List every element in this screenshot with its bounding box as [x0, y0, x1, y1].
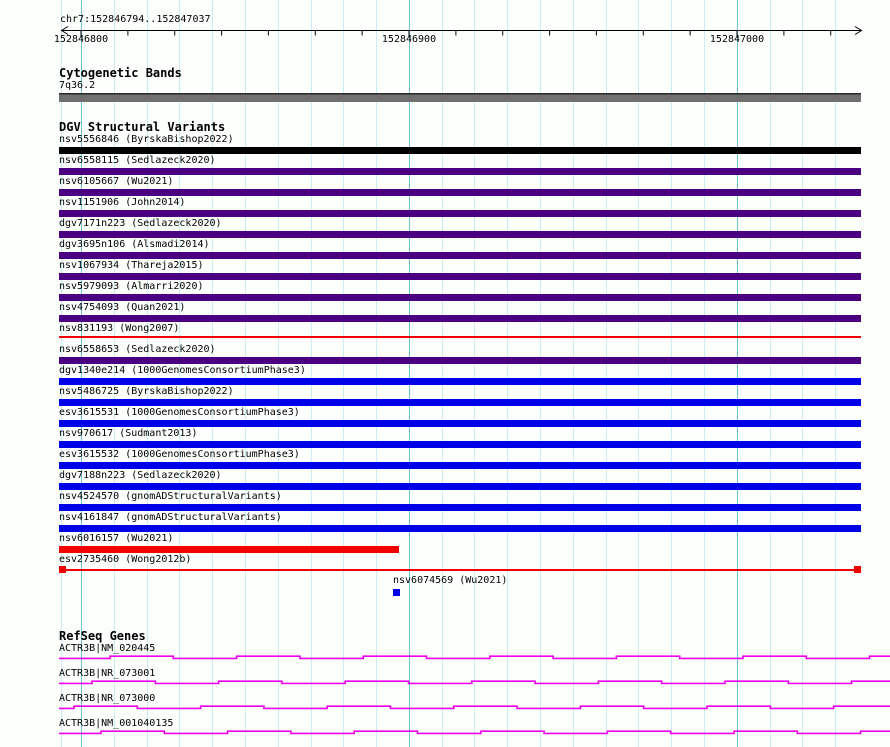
variant-bar[interactable]	[59, 294, 861, 301]
gene-transcript-path	[59, 656, 890, 658]
variant-point-box[interactable]	[393, 589, 400, 596]
gridline-minor	[474, 0, 475, 747]
variant-label[interactable]: nsv970617 (Sudmant2013)	[59, 428, 198, 439]
gene-label[interactable]: ACTR3B|NM_020445	[59, 643, 156, 654]
variant-bar[interactable]	[59, 399, 861, 406]
gridline-minor	[704, 0, 705, 747]
variant-bar[interactable]	[59, 210, 861, 217]
gridline-minor	[442, 0, 443, 747]
variant-label[interactable]: nsv6016157 (Wu2021)	[59, 533, 174, 544]
gene-transcript-path	[59, 731, 890, 733]
ruler-coordinate-label: 152846900	[381, 34, 437, 45]
variant-endpoint-box[interactable]	[854, 566, 861, 573]
variant-label[interactable]: dgv1340e214 (1000GenomesConsortiumPhase3)	[59, 365, 306, 376]
variant-label[interactable]: nsv1151906 (John2014)	[59, 197, 186, 208]
variant-bar[interactable]	[59, 546, 399, 553]
cytobands-title: Cytogenetic Bands	[59, 66, 182, 80]
variant-label[interactable]: dgv7171n223 (Sedlazeck2020)	[59, 218, 222, 229]
gene-transcript-path	[59, 706, 890, 708]
variant-label[interactable]: nsv6558653 (Sedlazeck2020)	[59, 344, 216, 355]
variant-bar[interactable]	[59, 357, 861, 364]
gridline-minor	[507, 0, 508, 747]
variant-label[interactable]: nsv4161847 (gnomADStructuralVariants)	[59, 512, 282, 523]
variant-bar[interactable]	[59, 168, 861, 175]
variant-label[interactable]: esv2735460 (Wong2012b)	[59, 554, 192, 565]
variant-bar[interactable]	[59, 189, 861, 196]
cytoband-label: 7q36.2	[59, 80, 96, 91]
gridline-minor	[573, 0, 574, 747]
variant-bar[interactable]	[59, 273, 861, 280]
gene-label[interactable]: ACTR3B|NR_073000	[59, 693, 156, 704]
variant-bar[interactable]	[59, 147, 861, 154]
gridline-minor	[376, 0, 377, 747]
ruler-coordinate-label: 152847000	[709, 34, 765, 45]
ruler-coordinate-label: 152846800	[53, 34, 109, 45]
variant-label[interactable]: esv3615532 (1000GenomesConsortiumPhase3)	[59, 449, 300, 460]
gridline-minor	[311, 0, 312, 747]
variant-bar[interactable]	[59, 462, 861, 469]
variant-bar[interactable]	[59, 252, 861, 259]
gene-transcript-line[interactable]	[59, 653, 890, 661]
gridline-major	[737, 0, 738, 747]
variant-label[interactable]: dgv3695n106 (Alsmadi2014)	[59, 239, 210, 250]
gene-transcript-line[interactable]	[59, 678, 890, 686]
gridline-minor	[638, 0, 639, 747]
gene-transcript-path	[59, 681, 890, 683]
variant-label[interactable]: nsv6105667 (Wu2021)	[59, 176, 174, 187]
variant-endpoint-box[interactable]	[59, 566, 66, 573]
variant-label[interactable]: nsv5486725 (ByrskaBishop2022)	[59, 386, 234, 397]
gene-transcript-line[interactable]	[59, 703, 890, 711]
variant-label[interactable]: nsv831193 (Wong2007)	[59, 323, 180, 334]
variant-label[interactable]: esv3615531 (1000GenomesConsortiumPhase3)	[59, 407, 300, 418]
variant-label[interactable]: dgv7188n223 (Sedlazeck2020)	[59, 470, 222, 481]
gridline-major	[409, 0, 410, 747]
variant-label[interactable]: nsv5979093 (Almarri2020)	[59, 281, 204, 292]
cytoband-bar[interactable]	[59, 93, 861, 102]
variant-bar[interactable]	[59, 378, 861, 385]
variant-span-line[interactable]	[59, 569, 861, 571]
gridline-minor	[671, 0, 672, 747]
gridline-minor	[835, 0, 836, 747]
gene-label[interactable]: ACTR3B|NR_073001	[59, 668, 156, 679]
variant-label[interactable]: nsv6558115 (Sedlazeck2020)	[59, 155, 216, 166]
variant-bar[interactable]	[59, 231, 861, 238]
variant-label[interactable]: nsv4754093 (Quan2021)	[59, 302, 186, 313]
dgv-track-title: DGV Structural Variants	[59, 120, 226, 134]
variant-span-line[interactable]	[59, 336, 861, 338]
gene-transcript-line[interactable]	[59, 728, 890, 736]
variant-bar[interactable]	[59, 525, 861, 532]
variant-bar[interactable]	[59, 441, 861, 448]
variant-bar[interactable]	[59, 504, 861, 511]
variant-bar[interactable]	[59, 483, 861, 490]
region-title: chr7:152846794..152847037	[60, 14, 211, 25]
gridline-minor	[770, 0, 771, 747]
gridline-minor	[540, 0, 541, 747]
variant-bar[interactable]	[59, 420, 861, 427]
variant-label[interactable]: nsv5556846 (ByrskaBishop2022)	[59, 134, 234, 145]
gridline-minor	[343, 0, 344, 747]
gridline-minor	[802, 0, 803, 747]
gene-label[interactable]: ACTR3B|NM_001040135	[59, 718, 174, 729]
gridline-minor	[606, 0, 607, 747]
variant-label[interactable]: nsv1067934 (Thareja2015)	[59, 260, 204, 271]
variant-label[interactable]: nsv4524570 (gnomADStructuralVariants)	[59, 491, 282, 502]
variant-bar[interactable]	[59, 315, 861, 322]
variant-label[interactable]: nsv6074569 (Wu2021)	[393, 575, 508, 586]
refseq-track-title: RefSeq Genes	[59, 629, 146, 643]
